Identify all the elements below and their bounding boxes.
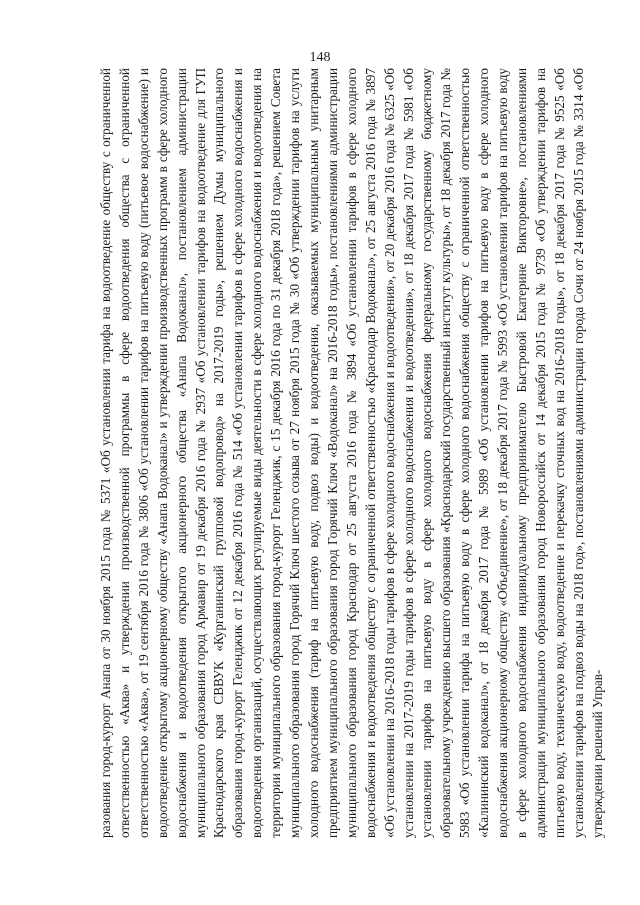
rotated-text-block [97,68,605,838]
page-number: 148 [309,50,331,65]
body-paragraph: разования город-курорт Анапа от 30 ноября 2015 года № 5371 «Об установлении тарифа на водоотведение обществу с ограниченной ответственностью «Аква» и утверждении производственной программы в сфере водоотведения общества с ограниченной ответственностью «Аква», от 19 сентября 2016 года № 3806 «Об установлении тарифов на питьевую воду (питьевое водоснабжение) и водоотведение открытому акционерному обществу «Анапа Водоканал» и утверждении производственных программ в сфере холодного водоснабжения и водоотведения открытого акционерного общества «Анапа Водоканал», постановлением администрации муниципального образования город Армавир от 19 декабря 2016 года № 2937 «Об установлении тарифов на водоотведение для ГУП Краснодарского края СВВУК «Курганинский групповой водопровод» на 2017-2019 годы», решением Думы муниципального образования город-курорт Геленджик от 12 декабря 2016 года № 514 «Об установлении тарифов в сфере холодного водоснабжения и водоотведения организаций, осуществляющих регулируемые виды деятельности в сфере холодного водоснабжения и водоотведения на территории муниципального образования город-курорт Геленджик, с 15 декабря 2016 года по 31 декабря 2018 года», решением Совета муниципального образования город Горячий Ключ шестого созыва от 27 ноября 2015 года № 30 «Об утверждении тарифов на услуги холодного водоснабжения (тариф на питьевую воду, подвоз воды) и водоотведения, оказываемых муниципальным унитарным предприятием муниципального образования город Горячий Ключ «Водоканал» на 2016-2018 годы», постановлениями администрации муниципального образования город Краснодар от 25 августа 2016 года № 3894 «Об установлении тарифов в сфере холодного водоснабжения и водоотведения обществу с ограниченной ответственностью «Краснодар Водоканал», от 25 августа 2016 года № 3897 «Об установлении на 2016-2018 годы тарифов в сфере холодного водоснабжения и водоотведения», от 20 декабря 2016 года № 6325 «Об установлении на 2017-2019 годы тарифов в сфере холодного водоснабжения и водоотведения», от 18 декабря 2017 года № 5981 «Об установлении тарифов на питьевую воду в сфере холодного водоснабжения федеральному государственному бюджетному образовательному учреждению высшего образования «Краснодарский государственный институт культуры», от 18 декабря 2017 года № 5983 «Об установлении тарифа на питьевую воду в сфере холодного водоснабжения обществу с ограниченной ответственностью «Калининский водоканал», от 18 декабря 2017 года № 5989 «Об установлении тарифов на питьевую воду в сфере холодного водоснабжения акционерному обществу «Объединение», от 18 декабря 2017 года № 5993 «Об установлении тарифов на питьевую воду в сфере холодного водоснабжения индивидуальному предпринимателю Быстровой Екатерине Викторовне», постановлениями администрации муниципального образования город Новороссийск от 14 декабря 2015 года № 9739 «Об утверждении тарифов на питьевую воду, техническую воду, водоотведение и перекачку сточных вод на 2016-2018 годы», от 18 декабря 2017 года № 9525 «Об установлении тарифов на подвоз воды на 2018 год», постановлениями администрации города Сочи от 24 ноября 2015 года № 3314 «Об утверждении решений Управ- [98,68,605,838]
